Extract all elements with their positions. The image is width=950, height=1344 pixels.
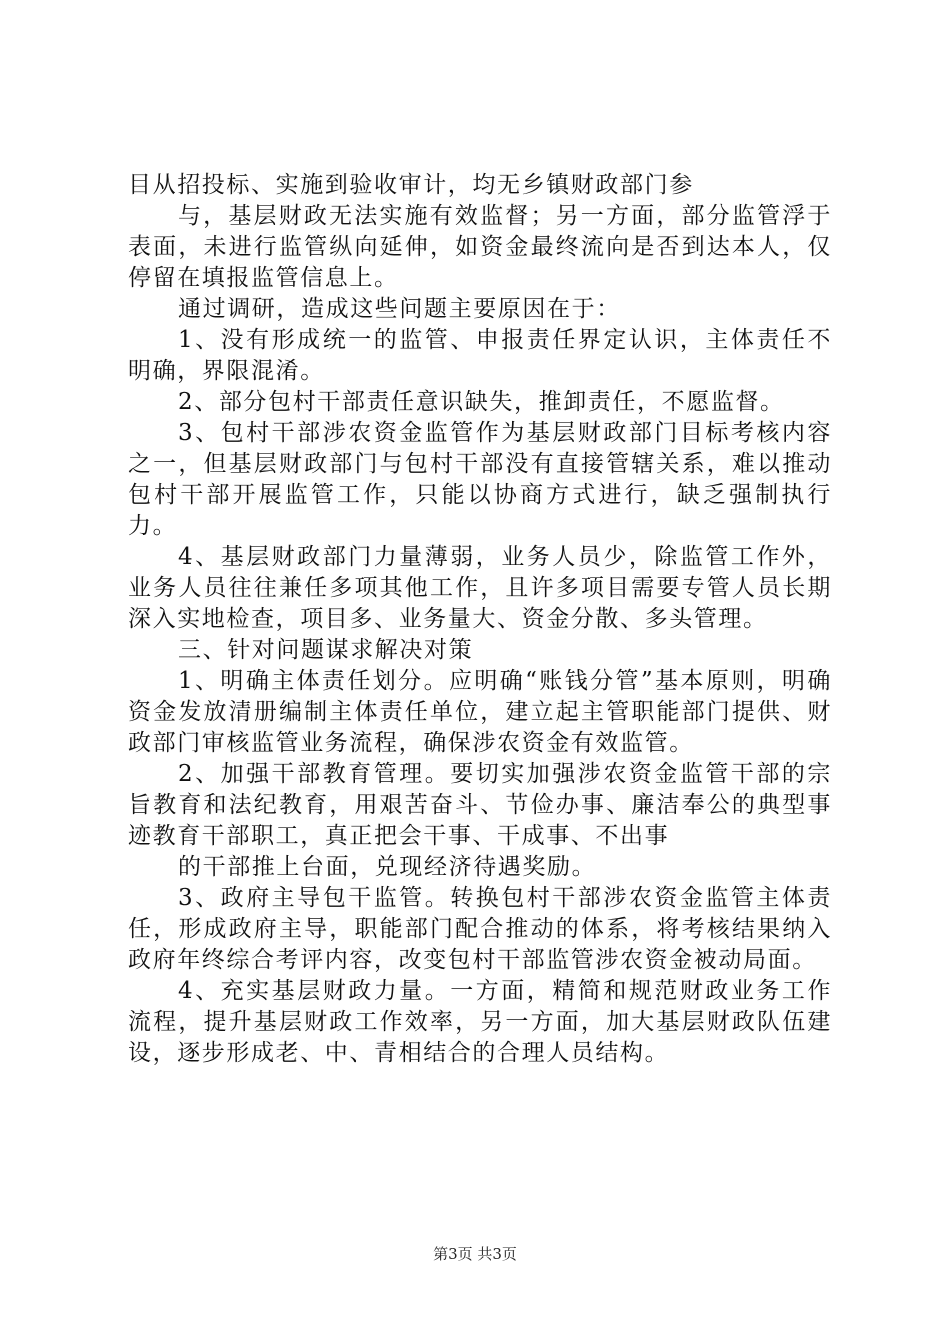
paragraph-9: 1、明确主体责任划分。应明确“账钱分管”基本原则，明确资金发放清册编制主体责任单位，建立起主管职能部门提供、财政部门审核监管业务流程，确保涉农资金有效监管。 [128,668,832,756]
paragraph-13: 4、充实基层财政力量。一方面，精简和规范财政业务工作流程，提升基层财政工作效率，另一方面，加大基层财政队伍建设，逐步形成老、中、青相结合的合理人员结构。 [128,978,832,1066]
paragraph-2: 与，基层财政无法实施有效监督；另一方面，部分监管浮于表面，未进行监管纵向延伸，如资金最终流向是否到达本人，仅停留在填报监管信息上。 [128,203,832,291]
paragraph-7: 4、基层财政部门力量薄弱，业务人员少，除监管工作外，业务人员往往兼任多项其他工作，且许多项目需要专管人员长期深入实地检查，项目多、业务量大、资金分散、多头管理。 [128,544,832,632]
paragraph-5: 2、部分包村干部责任意识缺失，推卸责任，不愿监督。 [178,389,785,415]
document-body [128,170,832,1069]
paragraph-10: 2、加强干部教育管理。要切实加强涉农资金监管干部的宗旨教育和法纪教育，用艰苦奋斗、节俭办事、廉洁奉公的典型事迹教育干部职工，真正把会干事、干成事、不出事 [128,761,832,849]
paragraph-6: 3、包村干部涉农资金监管作为基层财政部门目标考核内容之一，但基层财政部门与包村干部没有直接管辖关系，难以推动包村干部开展监管工作，只能以协商方式进行，缺乏强制执行力。 [128,420,832,539]
paragraph-12: 3、政府主导包干监管。转换包村干部涉农资金监管主体责任，形成政府主导，职能部门配合推动的体系，将考核结果纳入政府年终综合考评内容，改变包村干部监管涉农资金被动局面。 [128,885,832,973]
paragraph-4: 1、没有形成统一的监管、申报责任界定认识，主体责任不明确，界限混淆。 [128,327,832,384]
section-heading: 三、针对问题谋求解决对策 [178,637,474,663]
paragraph-3: 通过调研，造成这些问题主要原因在于： [178,296,621,322]
page-footer: 第3页 共3页 [433,1245,517,1263]
paragraph-1: 目从招投标、实施到验收审计，均无乡镇财政部门参 [128,172,694,198]
paragraph-11: 的干部推上台面，兑现经济待遇奖励。 [178,854,597,880]
